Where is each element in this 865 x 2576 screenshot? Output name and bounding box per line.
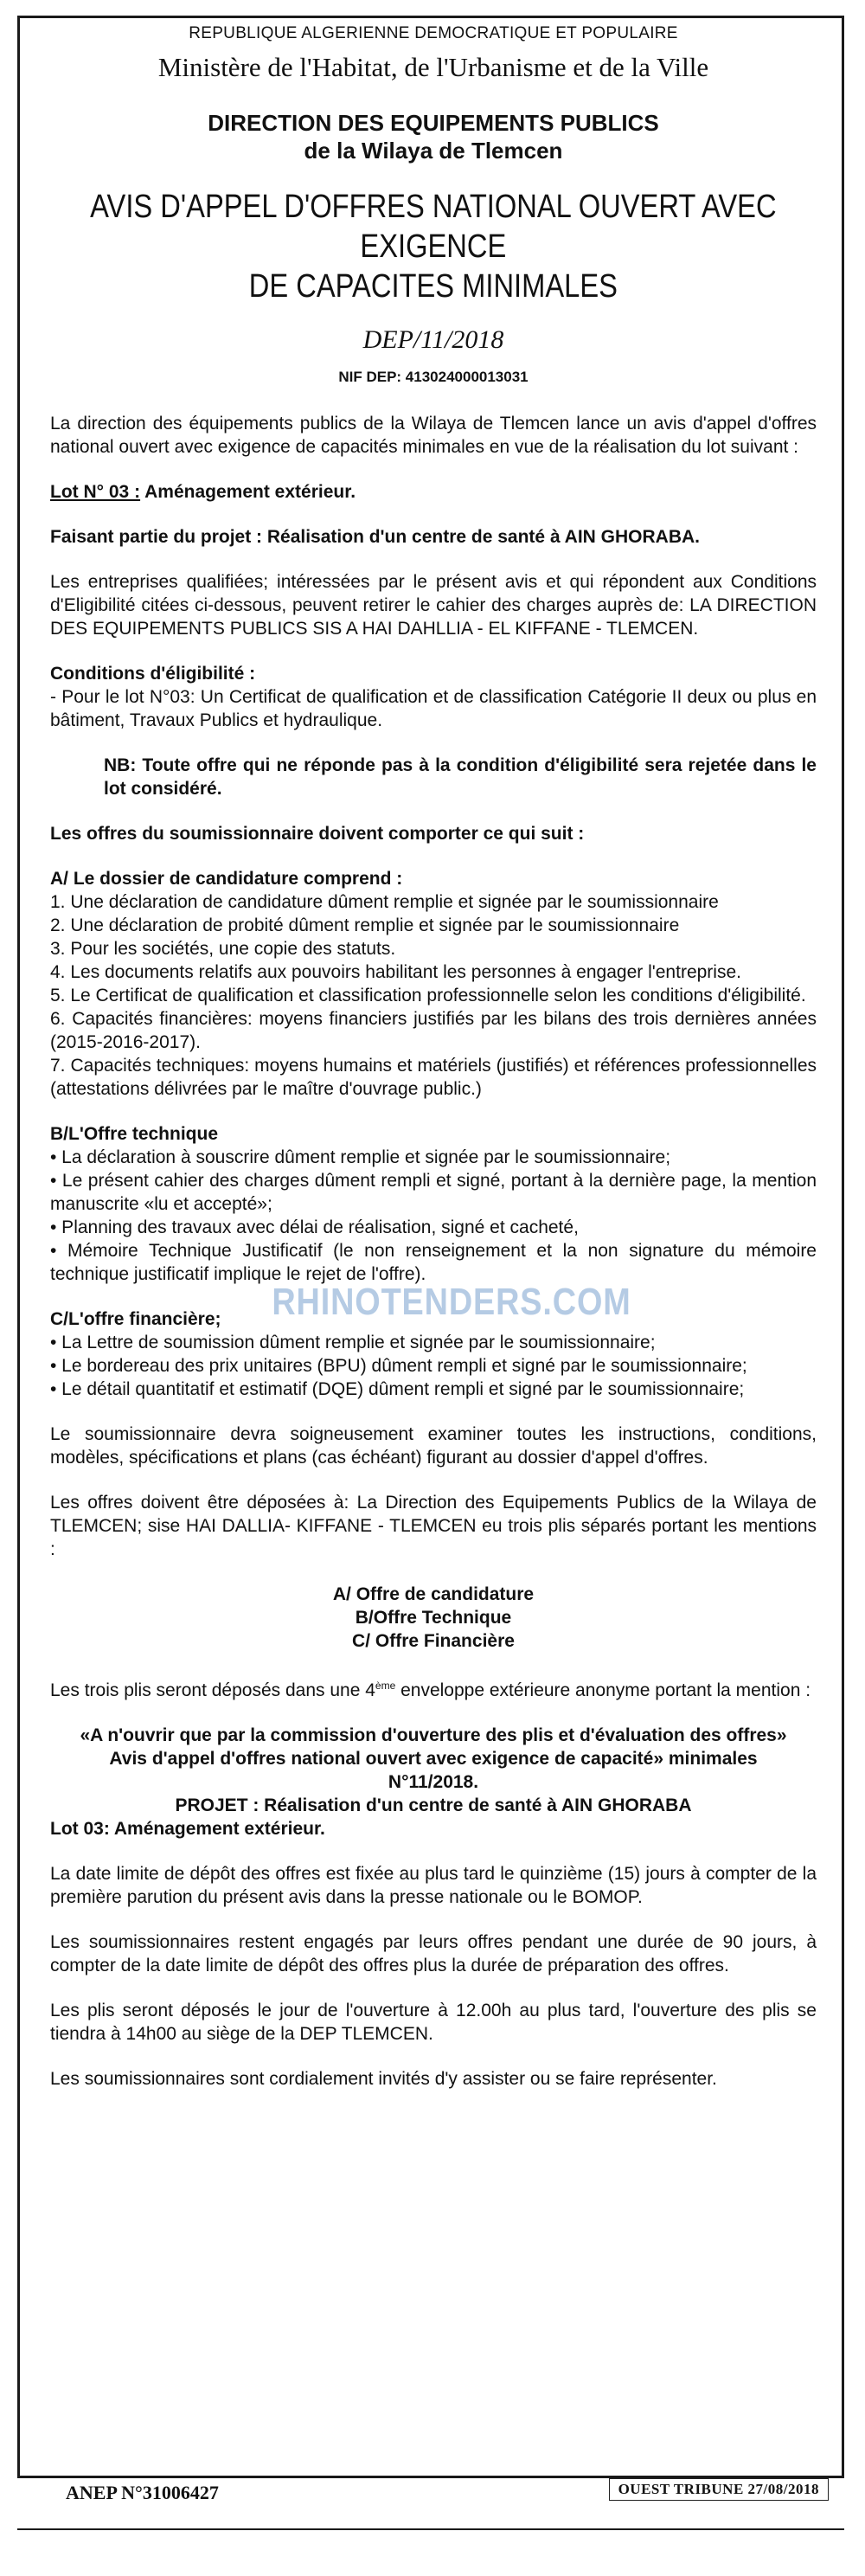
dossier-title: A/ Le dossier de candidature comprend : <box>50 869 403 889</box>
footer <box>17 2476 844 2508</box>
mention-line-3: N°11/2018. <box>388 1772 479 1792</box>
notice-title <box>51 187 816 306</box>
opening-paragraph: Les plis seront déposés le jour de l'ouverture à 12.00h au plus tard, l'ouverture des plis se tiendra à 14h00 au siège de la DEP TLEMCEN. <box>50 2001 817 2044</box>
outer-envelope-text-a: Les trois plis seront déposés dans une 4 <box>50 1680 375 1700</box>
notice-title-line-2: DE CAPACITES MINIMALES <box>248 268 618 305</box>
technical-offer-list <box>50 1146 817 1286</box>
direction-line-2: de la Wilaya de Tlemcen <box>304 138 563 164</box>
list-item: • Planning des travaux avec délai de réalisation, signé et cacheté, <box>50 1217 579 1237</box>
financial-offer-title: C/L'offre financière; <box>50 1309 221 1329</box>
watermark: RHINOTENDERS.COM <box>272 1281 631 1323</box>
project-line: Faisant partie du projet : Réalisation d'un centre de santé à AIN GHORABA. <box>50 527 701 547</box>
ministry-heading: Ministère de l'Habitat, de l'Urbanisme et de la Ville <box>157 52 709 82</box>
envelopes-list <box>50 1583 817 1653</box>
deadline-paragraph: La date limite de dépôt des offres est fixée au plus tard le quinzième (15) jours à compter de la première parution du présent avis dans la presse nationale ou le BOMOP. <box>50 1864 817 1907</box>
list-item: • La Lettre de soumission dûment remplie et signée par le soumissionnaire; <box>50 1333 656 1352</box>
review-paragraph: Le soumissionnaire devra soigneusement examiner toutes les instructions, conditions, modèles, spécifications et plans (cas échéant) figurant au dossier d'appel d'offres. <box>50 1424 817 1468</box>
mention-line-2: Avis d'appel d'offres national ouvert avec exigence de capacité» minimales <box>109 1749 758 1769</box>
envelope-financiere: C/ Offre Financière <box>352 1631 515 1651</box>
mention-line-4: PROJET : Réalisation d'un centre de santé à AIN GHORABA <box>175 1795 692 1815</box>
direction-line-1: DIRECTION DES EQUIPEMENTS PUBLICS <box>208 110 659 136</box>
republic-heading: REPUBLIQUE ALGERIENNE DEMOCRATIQUE ET POPULAIRE <box>189 24 678 42</box>
list-item: 6. Capacités financières: moyens financiers justifiés par les bilans des trois dernières années (2015-2016-2017). <box>50 1009 817 1052</box>
list-item: • Le détail quantitatif et estimatif (DQE) dûment rempli et signé par le soumissionnaire; <box>50 1379 745 1399</box>
intro-paragraph: La direction des équipements publics de la Wilaya de Tlemcen lance un avis d'appel d'offres national ouvert avec exigence de capacités minimales en vue de la réalisation du lot suivant : <box>50 414 817 457</box>
ordinal-suffix: ème <box>375 1680 396 1692</box>
anep-number: ANEP N°31006427 <box>66 2482 219 2503</box>
bottom-rule <box>17 2528 844 2530</box>
outer-envelope-text-b: enveloppe extérieure anonyme portant la mention : <box>395 1680 811 1700</box>
notice-title-line-1: AVIS D'APPEL D'OFFRES NATIONAL OUVERT AVEC EXIGENCE <box>90 189 777 265</box>
direction-heading <box>50 109 817 164</box>
financial-offer-list <box>50 1331 817 1401</box>
notice-content <box>50 21 817 2091</box>
publication-source: OUEST TRIBUNE 27/08/2018 <box>609 2478 829 2501</box>
lot-line <box>50 480 817 504</box>
envelope-technique: B/Offre Technique <box>355 1608 512 1628</box>
lot-text: Aménagement extérieur. <box>140 482 356 502</box>
nif-number: NIF DEP: 413024000013031 <box>338 369 529 385</box>
submission-place-paragraph: Les offres doivent être déposées à: La Direction des Equipements Publics de la Wilaya de TLEMCEN; sise HAI DALLIA- KIFFANE - TLEMCEN eu trois plis séparés portant les mentions : <box>50 1493 817 1559</box>
conditions-title: Conditions d'éligibilité : <box>50 664 256 684</box>
envelope-mention <box>50 1724 817 1817</box>
list-item: • Le présent cahier des charges dûment rempli et signé, portant à la dernière page, la mention manuscrite «lu et accepté»; <box>50 1171 817 1214</box>
list-item: 2. Une déclaration de probité dûment remplie et signée par le soumissionnaire <box>50 915 680 935</box>
offers-intro: Les offres du soumissionnaire doivent comporter ce qui suit : <box>50 824 585 844</box>
conditions-text: - Pour le lot N°03: Un Certificat de qualification et de classification Catégorie II deux ou plus en bâtiment, Travaux Publics et hydraulique. <box>50 687 817 730</box>
mention-line-5: Lot 03: Aménagement extérieur. <box>50 1819 325 1839</box>
outer-envelope-paragraph <box>50 1674 817 1702</box>
list-item: 7. Capacités techniques: moyens humains et matériels (justifiés) et références professionnelles (attestations délivrées par le maître d'ouvrage public.) <box>50 1056 817 1099</box>
nb-paragraph: NB: Toute offre qui ne réponde pas à la condition d'éligibilité sera rejetée dans le lot considéré. <box>104 755 817 799</box>
withdrawal-paragraph: Les entreprises qualifiées; intéressées par le présent avis et qui répondent aux Conditions d'Eligibilité citées ci-dessous, peuvent retirer le cahier des charges auprès de: LA DIRECTION DES EQUIPEMENTS PUBLICS SIS A HAI DAHLLIA - EL KIFFANE - TLEMCEN. <box>50 572 817 639</box>
dossier-list <box>50 890 817 1101</box>
lot-label: Lot N° 03 : <box>50 482 141 502</box>
list-item: • Mémoire Technique Justificatif (le non renseignement et la non signature du mémoire technique justificatif implique le rejet de l'offre). <box>50 1241 817 1284</box>
list-item: • La déclaration à souscrire dûment remplie et signée par le soumissionnaire; <box>50 1147 671 1167</box>
mention-line-1: «A n'ouvrir que par la commission d'ouverture des plis et d'évaluation des offres» <box>80 1725 787 1745</box>
reference-number: DEP/11/2018 <box>362 325 504 354</box>
list-item: 1. Une déclaration de candidature dûment remplie et signée par le soumissionnaire <box>50 892 719 912</box>
list-item: 4. Les documents relatifs aux pouvoirs habilitant les personnes à engager l'entreprise. <box>50 962 741 982</box>
list-item: 5. Le Certificat de qualification et classification professionnelle selon les conditions d'éligibilité. <box>50 986 806 1005</box>
invitation-paragraph: Les soumissionnaires sont cordialement invités d'y assister ou se faire représenter. <box>50 2069 717 2089</box>
commitment-paragraph: Les soumissionnaires restent engagés par leurs offres pendant une durée de 90 jours, à compter de la date limite de dépôt des offres plus la durée de préparation des offres. <box>50 1932 817 1975</box>
technical-offer-title: B/L'Offre technique <box>50 1124 219 1144</box>
list-item: 3. Pour les sociétés, une copie des statuts. <box>50 939 396 959</box>
envelope-candidature: A/ Offre de candidature <box>332 1584 535 1604</box>
list-item: • Le bordereau des prix unitaires (BPU) dûment rempli et signé par le soumissionnaire; <box>50 1356 747 1376</box>
